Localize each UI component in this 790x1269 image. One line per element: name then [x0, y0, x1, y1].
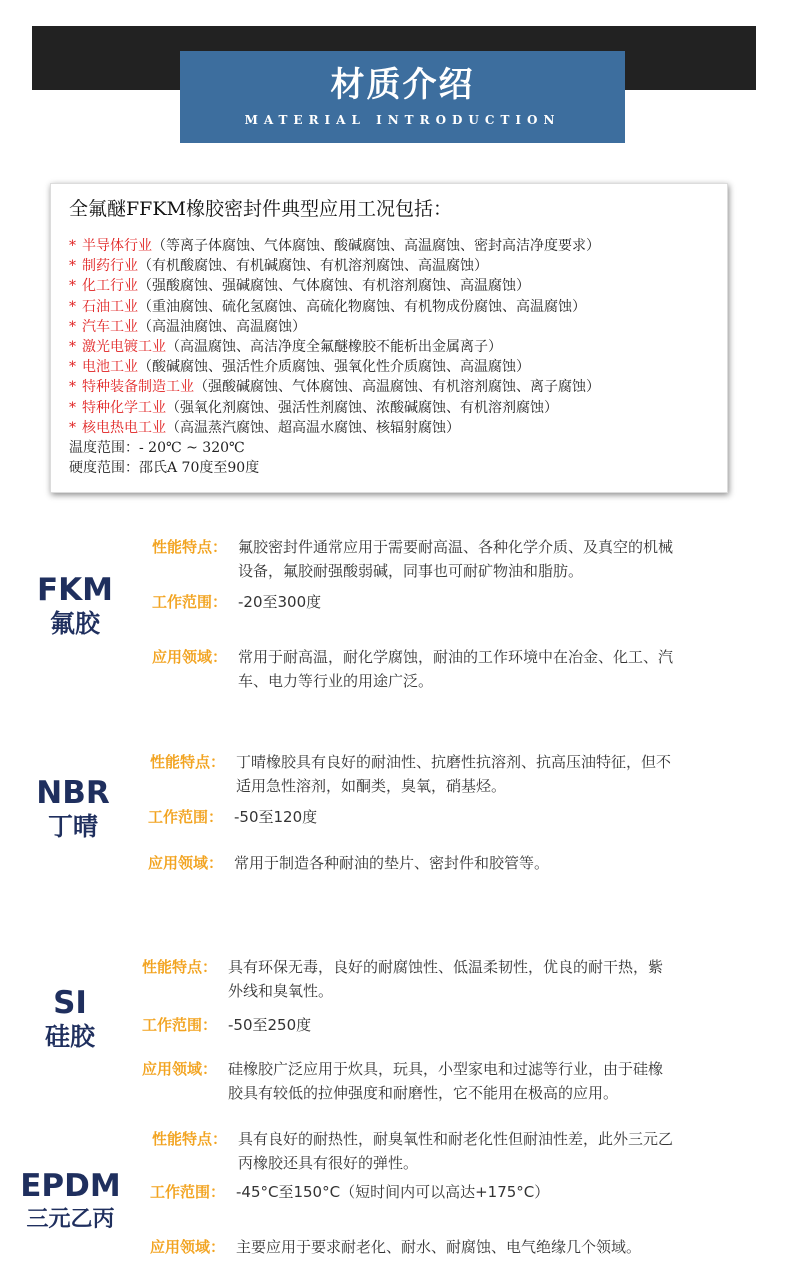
industry-detail: （重油腐蚀、硫化氢腐蚀、高硫化物腐蚀、有机物成份腐蚀、高温腐蚀） [138, 298, 586, 315]
list-item [69, 377, 729, 397]
application-label: 应用领域： [150, 1238, 226, 1256]
material-code-cn: 三元乙丙 [26, 1207, 115, 1232]
application-label: 应用领域： [142, 1060, 218, 1078]
ffkm-application-card [50, 183, 728, 493]
industry-detail: （强氧化剂腐蚀、强活性剂腐蚀、浓酸碱腐蚀、有机溶剂腐蚀） [166, 399, 558, 416]
application-label: 应用领域： [148, 854, 224, 872]
application-line: 常用于耐高温，耐化学腐蚀，耐油的工作环境中在冶金、化工、汽 [238, 648, 674, 666]
range-value: -50至250度 [228, 1016, 312, 1034]
feature-line: 外线和臭氧性。 [228, 982, 334, 1000]
industry-name: 汽车工业 [82, 318, 138, 335]
application-line: 胶具有较低的拉伸强度和耐磨性，它不能用在极高的应用。 [228, 1084, 619, 1102]
material-code-en: NBR [36, 775, 110, 811]
feature-label: 性能特点： [152, 1130, 228, 1148]
bullet-star-icon: * [69, 258, 76, 275]
feature-line: 具有环保无毒，良好的耐腐蚀性、低温柔韧性，优良的耐干热，紫 [228, 958, 664, 976]
application-label: 应用领域： [152, 648, 228, 666]
industry-detail: （有机酸腐蚀、有机碱腐蚀、有机溶剂腐蚀、高温腐蚀） [138, 258, 488, 275]
range-value: -50至120度 [234, 808, 318, 826]
industry-detail: （高温腐蚀、高洁净度全氟醚橡胶不能析出金属离子） [166, 339, 502, 356]
list-item [69, 337, 729, 357]
industry-name: 电池工业 [82, 359, 138, 376]
bullet-star-icon: * [69, 359, 76, 376]
list-item [69, 256, 729, 276]
material-code [18, 775, 128, 843]
material-code-en: EPDM [20, 1168, 121, 1204]
bullet-star-icon: * [69, 339, 76, 356]
material-code-cn: 丁晴 [47, 812, 98, 841]
bullet-star-icon: * [69, 399, 76, 416]
industry-name: 石油工业 [82, 298, 138, 315]
bullet-star-icon: * [69, 298, 76, 315]
hardness-range: 硬度范围：邵氏A 70度至90度 [69, 460, 260, 477]
industry-name: 化工行业 [82, 278, 138, 295]
material-code-cn: 硅胶 [44, 1022, 95, 1051]
industry-name: 半导体行业 [82, 238, 152, 254]
industry-name: 激光电镀工业 [82, 339, 166, 356]
feature-line: 设备，氟胶耐强酸弱碱，同事也可耐矿物油和脂肪。 [238, 562, 584, 580]
application-line: 常用于制造各种耐油的垫片、密封件和胶管等。 [234, 854, 550, 872]
application-line: 硅橡胶广泛应用于炊具，玩具，小型家电和过滤等行业，由于硅橡 [228, 1060, 664, 1078]
list-item [69, 398, 729, 418]
section-subtitle: MATERIAL INTRODUCTION [244, 113, 561, 127]
application-list [69, 236, 729, 478]
feature-line: 丙橡胶还具有很好的弹性。 [238, 1154, 419, 1172]
range-label: 工作范围： [150, 1183, 226, 1201]
industry-name: 特种装备制造工业 [82, 379, 194, 396]
material-code-en: SI [53, 985, 87, 1021]
bullet-star-icon: * [69, 379, 76, 396]
industry-detail: （高温油腐蚀、高温腐蚀） [138, 318, 306, 335]
industry-name: 核电热电工业 [82, 419, 166, 436]
range-label: 工作范围： [148, 808, 224, 826]
industry-detail: （强酸碱腐蚀、气体腐蚀、高温腐蚀、有机溶剂腐蚀、离子腐蚀） [194, 379, 600, 396]
list-item [69, 276, 729, 296]
industry-detail: （高温蒸汽腐蚀、超高温水腐蚀、核辐射腐蚀） [166, 419, 460, 436]
list-item [69, 357, 729, 377]
list-item [69, 297, 729, 317]
industry-name: 特种化学工业 [82, 399, 166, 416]
section-title: 材质介绍 [330, 65, 475, 105]
bullet-star-icon: * [69, 238, 76, 254]
feature-line: 丁晴橡胶具有良好的耐油性、抗磨性抗溶剂、抗高压油特征，但不 [236, 753, 672, 771]
bullet-star-icon: * [69, 419, 76, 436]
temperature-range: 温度范围：- 20℃ ~ 320℃ [69, 440, 245, 457]
bullet-star-icon: * [69, 278, 76, 295]
material-code-en: FKM [36, 572, 114, 608]
material-code [8, 1168, 133, 1236]
list-item [69, 418, 729, 438]
material-code [20, 572, 130, 640]
industry-name: 制药行业 [82, 258, 138, 275]
feature-label: 性能特点： [142, 958, 218, 976]
card-heading: 全氟醚FFKM橡胶密封件典型应用工况包括： [69, 198, 453, 220]
material-code-cn: 氟胶 [49, 609, 100, 638]
bullet-star-icon: * [69, 318, 76, 335]
industry-detail: （等离子体腐蚀、气体腐蚀、酸碱腐蚀、高温腐蚀、密封高洁净度要求） [152, 238, 600, 254]
feature-line: 具有良好的耐热性，耐臭氧性和耐老化性但耐油性差，此外三元乙 [238, 1130, 674, 1148]
application-line: 车、电力等行业的用途广泛。 [238, 672, 434, 690]
range-label: 工作范围： [152, 593, 228, 611]
material-code [15, 985, 125, 1053]
application-line: 主要应用于要求耐老化、耐水、耐腐蚀、电气绝缘几个领域。 [236, 1238, 642, 1256]
list-item [69, 236, 729, 256]
industry-detail: （强酸腐蚀、强碱腐蚀、气体腐蚀、有机溶剂腐蚀、高温腐蚀） [138, 278, 530, 295]
feature-line: 氟胶密封件通常应用于需要耐高温、各种化学介质、及真空的机械 [238, 538, 674, 556]
feature-label: 性能特点： [152, 538, 228, 556]
section-title-box [180, 51, 625, 143]
industry-detail: （酸碱腐蚀、强活性介质腐蚀、强氧化性介质腐蚀、高温腐蚀） [138, 359, 530, 376]
range-label: 工作范围： [142, 1016, 218, 1034]
feature-line: 适用急性溶剂，如酮类，臭氧，硝基烃。 [236, 777, 507, 795]
range-value: -45°C至150°C（短时间内可以高达+175°C） [236, 1183, 550, 1201]
feature-label: 性能特点： [150, 753, 226, 771]
list-item [69, 317, 729, 337]
range-value: -20至300度 [238, 593, 322, 611]
